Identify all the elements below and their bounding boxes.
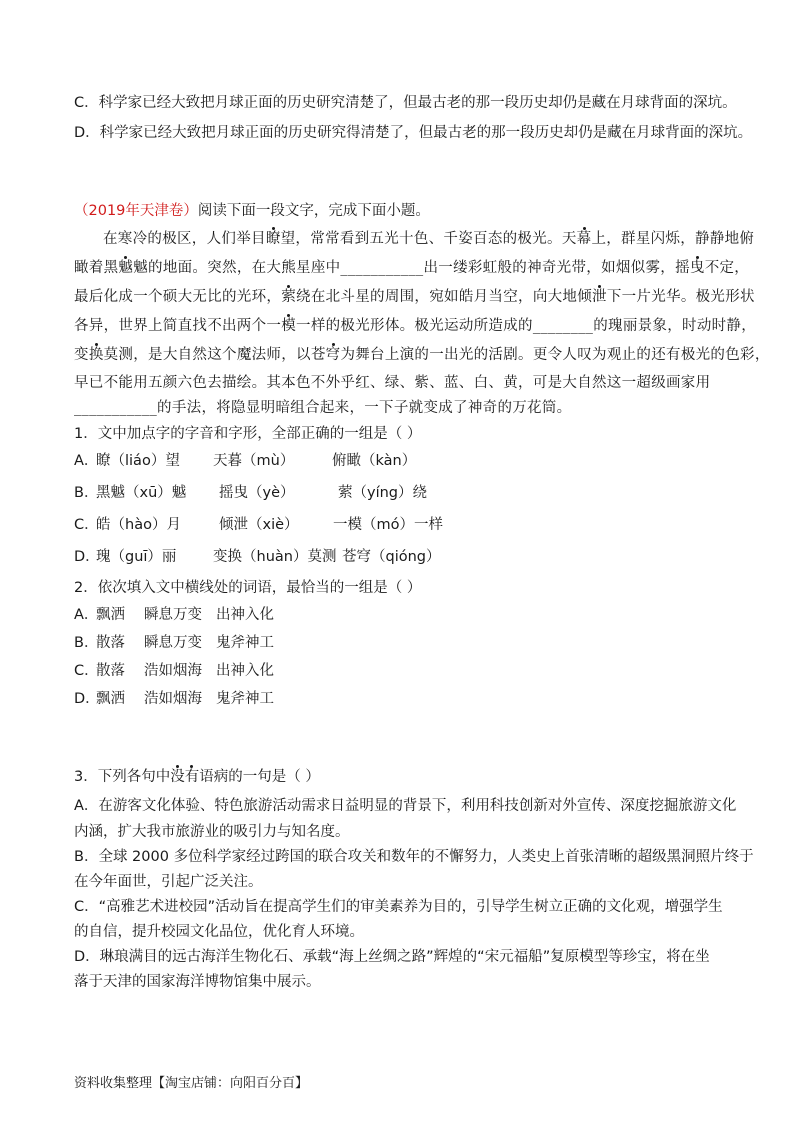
option-label: D． [74, 691, 100, 707]
passage-text: 莫测，是大自然这个魔法师，以苍 [103, 347, 326, 363]
section-heading [74, 201, 430, 221]
passage-line-1 [103, 229, 754, 249]
instruction: 阅读下面一段文字，完成下面小题。 [197, 203, 430, 219]
source-tag: （2019年天津卷） [74, 203, 198, 219]
dotted-char: 曳 [689, 260, 705, 276]
dotted-char: 瞭 [265, 231, 281, 247]
option-item: 摇曳（yè） [219, 485, 295, 501]
dotted-char: 换 [88, 347, 104, 363]
passage-line-6: 早已不能用五颜六色去描绘。其本色不外乎红、绿、紫、蓝、白、黄，可是大自然这一超级画家用 [74, 375, 711, 391]
passage-text: 为舞台上演的一出光的活剧。更令人叹为观止的还有极光的色彩， [340, 347, 770, 363]
option-item: 俯瞰（kàn） [332, 453, 417, 469]
passage-text: 魆的地面。突然，在大熊星座中___________出一缕彩虹般的神奇光带，如烟似雾，摇 [133, 260, 690, 276]
option-label: C． [74, 663, 99, 679]
option-item: 浩如烟海 [144, 691, 202, 707]
option-item: 瞬息万变 [144, 635, 202, 651]
passage-text: 在寒冷的极区，人们举目 [103, 231, 266, 247]
passage-text: 变 [74, 347, 89, 363]
option-label: A． [74, 453, 99, 469]
option-item: 飘洒 [96, 691, 125, 707]
dotted-char: 幕 [576, 231, 592, 247]
passage-line-2 [74, 258, 749, 278]
prev-option-c: C．科学家已经大致把月球正面的历史研究清楚了，但最古老的那一段历史却仍是藏在月球背面的深坑。 [74, 95, 737, 111]
option-item: 皓（hào）月 [96, 517, 181, 533]
q3-option-d-line-1: D．琳琅满目的远古海洋生物化石、承载“海上丝绸之路”辉煌的“宋元福船”复原模型等珍宝，将在坐 [74, 949, 710, 965]
question-1-stem: 1．文中加点字的字音和字形，全部正确的一组是（ ） [74, 426, 422, 442]
q3-option-a-line-1: A．在游客文化体验、特色旅游活动需求日益明显的背景下，利用科技创新对外宣传、深度挖掘旅游文化 [74, 798, 737, 814]
prev-option-d: D．科学家已经大致把月球正面的历史研究得清楚了，但最古老的那一段历史却仍是藏在月球背面的深坑。 [74, 125, 753, 141]
option-item: 鬼斧神工 [216, 691, 274, 707]
option-item: 一模（mó）一样 [333, 517, 443, 533]
q3-option-b-line-2: 在今年面世，引起广泛关注。 [74, 874, 263, 890]
option-item: 天暮（mù） [213, 453, 295, 469]
option-item: 飘洒 [96, 607, 125, 623]
passage-text: 望，常常看到五光十色、千姿百态的极光。天 [280, 231, 577, 247]
passage-text: 最后化成一个硕大无比的光环， [74, 289, 282, 305]
question-2-stem: 2．依次填入文中横线处的词语，最恰当的一组是（ ） [74, 580, 422, 596]
q3-option-c-line-1: C．“高雅艺术进校园”活动旨在提高学生们的审美素养为目的，引导学生树立正确的文化观，增强学生 [74, 899, 723, 915]
passage-text: 瞰着黑 [74, 260, 119, 276]
option-item: 浩如烟海 [144, 663, 202, 679]
passage-text: 绕在北斗星的周围，宛如皓月当空，向大地倾 [296, 289, 593, 305]
option-item: 倾泄（xiè） [219, 517, 299, 533]
option-item: 瑰（guī）丽 [96, 549, 177, 565]
passage-line-3 [74, 287, 755, 307]
option-item: 出神入化 [216, 663, 274, 679]
option-item: 鬼斧神工 [216, 635, 274, 651]
question-3-stem [74, 767, 320, 787]
option-item: 瞭（liáo）望 [96, 453, 180, 469]
option-item: 瞬息万变 [144, 607, 202, 623]
dotted-char: 有 [184, 769, 200, 785]
q3-option-b-line-1: B．全球 2000 多位科学家经过跨国的联合攻关和数年的不懈努力，人类史上首张清晰的超级黑洞照片终于 [74, 849, 754, 865]
option-label: A． [74, 607, 99, 623]
dotted-char: 模 [281, 318, 297, 334]
option-item: 出神入化 [216, 607, 274, 623]
option-item: 苍穹（qióng） [342, 549, 441, 565]
passage-text: 一样的极光形体。极光运动所造成的________的瑰丽景象，时动时静， [296, 318, 757, 334]
dotted-char: 魆 [118, 260, 134, 276]
passage-text: 不定， [704, 260, 750, 276]
option-item: 萦（yíng）绕 [338, 485, 428, 501]
option-item: 变换（huàn）莫测 [213, 549, 337, 565]
option-label: B． [74, 635, 99, 651]
dotted-char: 没 [170, 769, 185, 785]
q3-option-d-line-2: 落于天津的国家海洋博物馆集中展示。 [74, 974, 321, 990]
option-item: 散落 [96, 635, 125, 651]
option-item: 黑魆（xū）魆 [96, 485, 187, 501]
page-footer: 资料收集整理【淘宝店铺：向阳百分百】 [74, 1076, 309, 1091]
option-label: C． [74, 517, 99, 533]
option-item: 散落 [96, 663, 125, 679]
passage-text: 各异，世界上简直找不出两个一 [74, 318, 282, 334]
passage-text: 上，群星闪烁，静静地俯 [591, 231, 755, 247]
q3-option-c-line-2: 的自信，提升校园文化品位，优化育人环境。 [74, 924, 364, 940]
passage-line-5 [74, 345, 770, 365]
passage-line-7: ___________的手法，将隐显明暗组合起来，一下子就变成了神奇的万花筒。 [74, 400, 572, 416]
option-label: B． [74, 485, 99, 501]
dotted-char: 泄 [592, 289, 607, 305]
stem-text: 语病的一句是（ ） [199, 769, 320, 785]
dotted-char: 穹 [325, 347, 341, 363]
stem-text: 3．下列各句中 [74, 769, 171, 785]
passage-line-4 [74, 316, 756, 336]
dotted-char: 萦 [281, 289, 297, 305]
passage-text: 下一片光华。极光形状 [606, 289, 755, 305]
q3-option-a-line-2: 内涵，扩大我市旅游业的吸引力与知名度。 [74, 824, 350, 840]
option-label: D． [74, 549, 100, 565]
